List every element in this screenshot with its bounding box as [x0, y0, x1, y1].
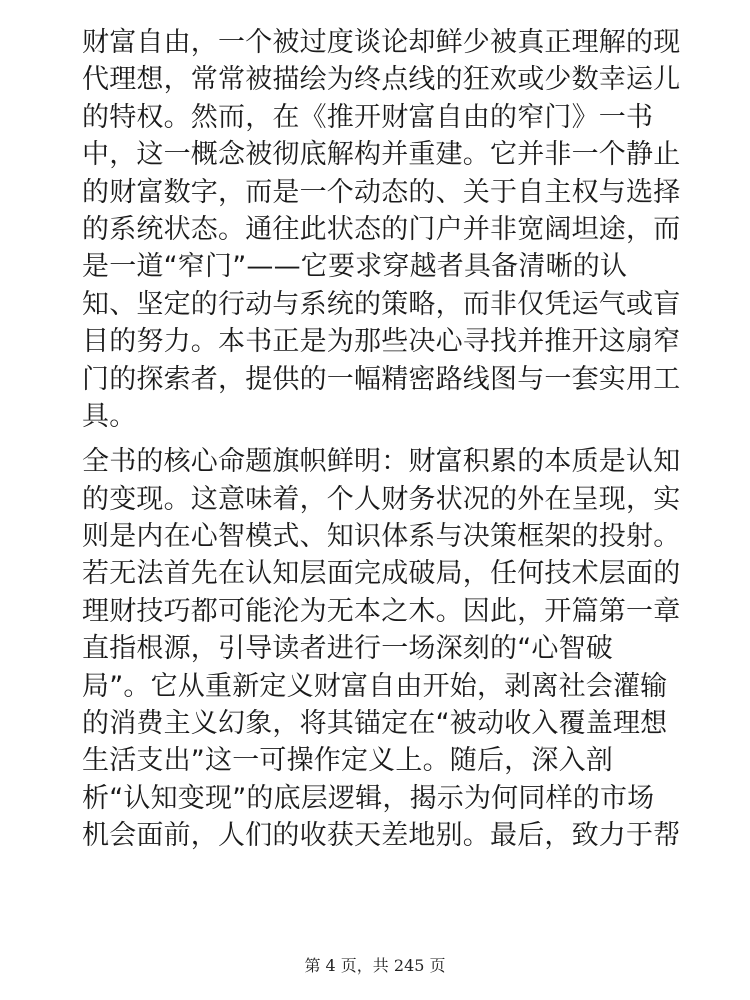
text-line: 具。: [82, 400, 137, 432]
text-line: 是一道“窄门”——它要求穿越者具备清晰的认: [82, 251, 628, 283]
paragraph-1: [82, 24, 681, 435]
text-line: 的变现。这意味着，个人财务状况的外在呈现，实: [82, 483, 681, 515]
text-line: 机会面前，人们的收获天差地别。最后，致力于帮: [82, 820, 681, 852]
text-line: 理财技巧都可能沦为无本之木。因此，开篇第一章: [82, 595, 681, 627]
text-line: 目的努力。本书正是为那些决心寻找并推开这扇窄: [82, 326, 681, 358]
text-line: 财富自由，一个被过度谈论却鲜少被真正理解的现: [82, 27, 681, 58]
text-line: 局”。它从重新定义财富自由开始，剥离社会灌输: [82, 670, 668, 702]
page-number-footer: [0, 953, 750, 976]
total-page-count: 245: [393, 956, 425, 975]
text-line: 生活支出”这一可操作定义上。随后，深入剖: [82, 745, 613, 777]
text-line: 中，这一概念被彻底解构并重建。它并非一个静止: [82, 139, 681, 171]
text-line: 则是内在心智模式、知识体系与决策框架的投射。: [82, 521, 681, 553]
footer-suffix: 页: [424, 956, 446, 975]
text-line: 的系统状态。通往此状态的门户并非宽阔坦途，而: [82, 213, 681, 245]
footer-prefix: 第: [304, 956, 326, 975]
text-line: 的财富数字，而是一个动态的、关于自主权与选择: [82, 176, 681, 208]
text-line: 全书的核心命题旗帜鲜明：财富积累的本质是认知: [82, 446, 681, 478]
body-text: [82, 24, 681, 863]
text-line: 直指根源，引导读者进行一场深刻的“心智破: [82, 633, 613, 665]
text-line: 析“认知变现”的底层逻辑，揭示为何同样的市场: [82, 782, 655, 814]
text-line: 的消费主义幻象，将其锚定在“被动收入覆盖理想: [82, 708, 668, 740]
paragraph-2: [82, 443, 681, 854]
text-line: 知、坚定的行动与系统的策略，而非仅凭运气或盲: [82, 288, 681, 320]
footer-middle: 页，共: [335, 956, 394, 975]
text-line: 的特权。然而，在《推开财富自由的窄门》一书: [82, 101, 654, 133]
text-line: 若无法首先在认知层面完成破局，任何技术层面的: [82, 558, 681, 590]
text-line: 门的探索者，提供的一幅精密路线图与一套实用工: [82, 363, 681, 395]
current-page-number: 4: [325, 956, 336, 975]
text-line: 代理想，常常被描绘为终点线的狂欢或少数幸运儿: [82, 64, 681, 96]
